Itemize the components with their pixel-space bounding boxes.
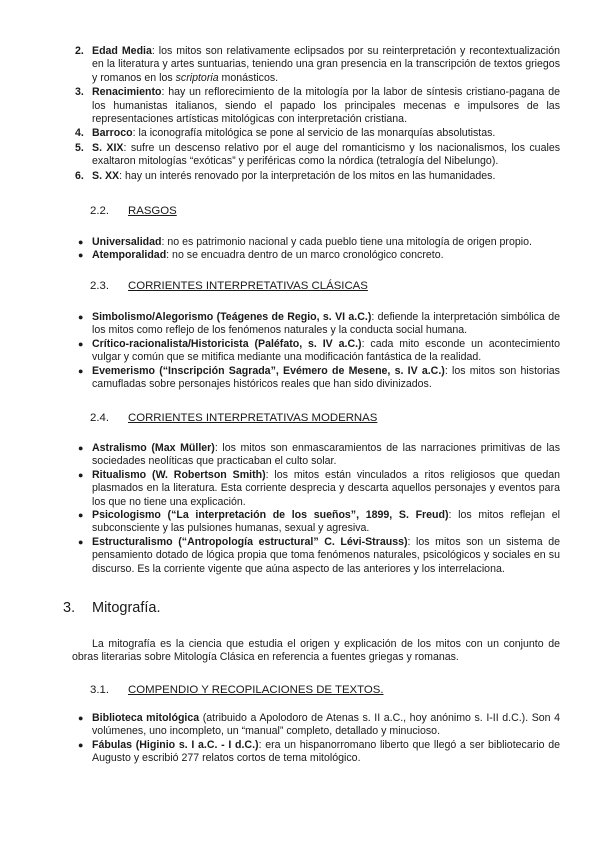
section-heading-2-3 (90, 280, 368, 293)
item-text: : los mitos reflejan el subconsciente y las pulsiones humanas, sexual y agresiva. (92, 509, 560, 535)
item-text: : sufre un descenso relativo por el auge del romanticismo y los nacionalismos, los cuales exaltaron mitologías “exóticas” y periféricas como la nórdica (tetralogía del Nibelungo). (92, 141, 561, 168)
item-text: : defiende la interpretación simbólica de los mitos como reflejo de los fenómenos naturales y la conducta social humana. (92, 311, 560, 337)
item-title: Biblioteca mitológica (92, 712, 200, 724)
bullet-icon: ● (78, 739, 84, 750)
item-text: : los mitos son enmascaramientos de las narraciones primitivas de las sociedades neolíticas que practicaban el culto solar. (92, 442, 560, 468)
item-title: Renacimiento (92, 86, 162, 99)
section-title: CORRIENTES INTERPRETATIVAS MODERNAS (128, 412, 378, 424)
item-title: S. XX (92, 169, 120, 182)
item-title: Atemporalidad (92, 249, 167, 262)
bullet-icon: ● (78, 443, 84, 453)
item-title: Psicologismo (“La interpretación de los sueños”, 1899, S. Freud) (92, 509, 449, 522)
section-paragraph: La mitografía es la ciencia que estudia el origen y explicación de los mitos con un conjunto de obras literarias sobre Mitología Clásica en referencia a fuentes griegas y romanas. (72, 638, 560, 664)
item-title: Edad Media (92, 45, 152, 57)
item-text: : no se encuadra dentro de un marco cronológico concreto. (166, 249, 444, 262)
list-item (72, 469, 560, 509)
item-text: : hay un reflorecimiento de la mitología por la labor de síntesis cristiano-pagana de los humanistas italianos, siendo el papado los principales mecenas e impulsores de las representaciones artísticas mitológicas con interpretación cristiana. (92, 86, 560, 126)
item-title: Fábulas (Higinio s. I a.C. - I d.C.) (92, 738, 259, 751)
rasgos-list (72, 236, 560, 263)
bullet-icon: ● (78, 237, 84, 247)
item-text: : la iconografía mitológica se pone al servicio de las monarquías absolutistas. (132, 127, 496, 140)
list-item (72, 142, 560, 169)
list-item (72, 442, 560, 469)
section-title: Mitografía. (92, 600, 161, 616)
list-item (72, 509, 560, 536)
bullet-icon: ● (78, 250, 84, 261)
list-item (72, 86, 560, 126)
section-number: 3. (63, 600, 76, 616)
bullet-icon: ● (78, 312, 84, 322)
bullet-icon: ● (78, 536, 84, 547)
item-number: 4. (75, 127, 84, 140)
clasicas-list (72, 311, 560, 391)
section-number: 2.2. (90, 205, 109, 217)
item-title: Ritualismo (W. Robertson Smith) (92, 468, 266, 481)
bullet-icon: ● (78, 713, 84, 723)
item-text: : los mitos son relativamente eclipsados por su reinterpretación y recontextualización en la literatura y artes suntuarias, teniendo una gran presencia en la transcripción de textos griegos y romanos en los (92, 45, 560, 84)
section-heading-2-2 (90, 205, 177, 218)
item-text: : los mitos están vinculados a ritos religiosos que quedan plasmados en la literatura. Esta corriente desprecia y descarta aquellos personajes y eventos para los que no tiene una explicación. (92, 468, 560, 508)
item-number: 5. (75, 141, 84, 154)
section-title: COMPENDIO Y RECOPILACIONES DE TEXTOS. (128, 684, 384, 696)
item-number: 6. (75, 169, 84, 182)
list-item (72, 236, 560, 249)
list-item (72, 365, 560, 392)
item-title: S. XIX (92, 141, 124, 154)
bullet-icon: ● (78, 510, 84, 521)
item-title: Simbolismo/Alegorismo (Teágenes de Regio, s. VI a.C.) (92, 311, 372, 323)
item-number: 3. (75, 86, 84, 99)
history-list (72, 45, 560, 184)
bullet-icon: ● (78, 469, 84, 480)
section-number: 3.1. (90, 684, 109, 696)
section-heading-3 (63, 602, 161, 615)
section-title: CORRIENTES INTERPRETATIVAS CLÁSICAS (128, 280, 368, 292)
list-item (72, 45, 560, 85)
item-title: Barroco (92, 127, 133, 140)
compendio-list (72, 712, 560, 766)
section-number: 2.4. (90, 412, 109, 424)
item-text: (atribuido a Apolodoro de Atenas s. II a.C., hoy anónimo s. I-II d.C.). Son 4 volúmenes, uno incompleto, un “manual” completo, detallado y minucioso. (92, 712, 560, 738)
item-text: : los mitos son un sistema de pensamiento dotado de lógica propia que toma fenómenos naturales, psicológicos y sociales en su discurso. Es la corriente vigente que aúna aspecto de las anteriores y los interrelaciona. (92, 535, 560, 575)
section-title: RASGOS (128, 205, 177, 217)
bullet-icon: ● (78, 365, 84, 376)
bullet-icon: ● (78, 338, 84, 349)
section-number: 2.3. (90, 280, 109, 292)
list-item (72, 739, 560, 766)
item-italic-text: scriptoria (175, 71, 219, 84)
item-title: Evemerismo (“Inscripción Sagrada”, Evémero de Mesene, s. IV a.C.) (92, 364, 445, 377)
list-item (72, 249, 560, 262)
item-text: : hay un interés renovado por la interpretación de los mitos en las humanidades. (119, 169, 496, 182)
list-item (72, 127, 560, 140)
item-number: 2. (75, 45, 84, 57)
section-heading-3-1 (90, 684, 384, 697)
list-item (72, 311, 560, 338)
modernas-list (72, 442, 560, 576)
list-item (72, 712, 560, 739)
section-heading-2-4 (90, 412, 377, 425)
item-text: : no es patrimonio nacional y cada pueblo tiene una mitología de origen propio. (161, 236, 532, 248)
list-item (72, 338, 560, 365)
item-text: : cada mito esconde un acontecimiento vulgar y común que se mitifica mediante una modificación fantástica de la realidad. (92, 337, 560, 364)
list-item (72, 170, 560, 183)
list-item (72, 536, 560, 576)
item-text-tail: monásticos. (218, 71, 279, 84)
item-title: Estructuralismo (“Antropología estructural” C. Lévi-Strauss) (92, 535, 408, 548)
item-title: Universalidad (92, 236, 162, 248)
item-title: Crítico-racionalista/Historicista (Paléfato, s. IV a.C.) (92, 337, 362, 350)
item-title: Astralismo (Max Müller) (92, 442, 215, 454)
item-text: : los mitos son historias camufladas sobre personajes históricos reales que han sido divinizados. (92, 364, 560, 391)
item-text: : era un hispanorromano liberto que llegó a ser bibliotecario de Augusto y escribió 277 relatos cortos de tema mitológico. (92, 738, 560, 765)
